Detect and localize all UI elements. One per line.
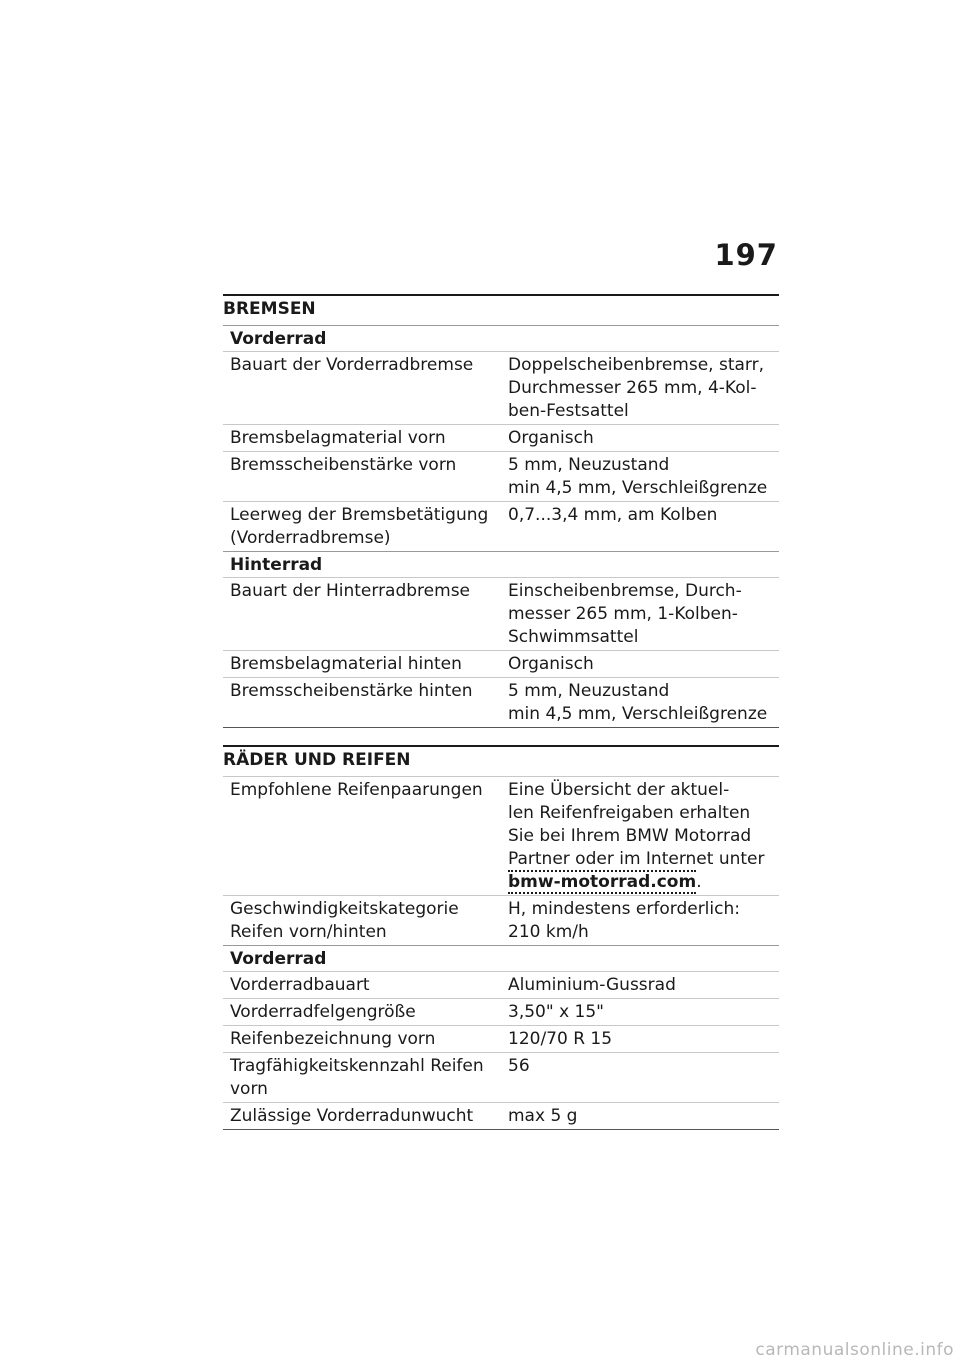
section-title-brakes: BREMSEN (223, 294, 779, 325)
row-value: 5 mm, Neuzustand min 4,5 mm, Verschleißgrenze (508, 681, 768, 724)
row-label: Vorderradfelgengröße (230, 1002, 416, 1022)
row-label: Bremsscheibenstärke hinten (230, 681, 473, 701)
table-row (223, 351, 779, 424)
row-label: Vorderradbauart (230, 975, 370, 995)
row-value: 120/70 R 15 (508, 1029, 613, 1049)
row-value: 5 mm, Neuzustand min 4,5 mm, Verschleißgrenze (508, 455, 768, 498)
row-value: Doppelscheibenbremse, starr, Durchmesser 265 mm, 4-Kol- ben-Festsattel (508, 355, 765, 421)
row-value-text: Eine Übersicht der aktuel- len Reifenfreigaben erhalten Sie bei Ihrem BMW Motorrad Partner oder im Internet unter (508, 780, 765, 869)
table-row (223, 1052, 779, 1102)
bmw-motorrad-link[interactable]: bmw-motorrad.com (508, 872, 697, 892)
row-value: Organisch (508, 654, 594, 674)
table-row (223, 998, 779, 1025)
row-label: Bauart der Hinterradbremse (230, 581, 471, 601)
row-value: Organisch (508, 428, 594, 448)
row-label: Zulässige Vorderradunwucht (230, 1106, 474, 1126)
row-label: Reifenbezeichnung vorn (230, 1029, 436, 1049)
subheading-wheels-front: Vorderrad (223, 945, 779, 971)
row-label: Bremsbelagmaterial hinten (230, 654, 462, 674)
section-title-wheels: RÄDER UND REIFEN (223, 745, 779, 776)
table-row (223, 577, 779, 650)
row-label: Empfohlene Reifenpaarungen (230, 780, 483, 800)
subheading-brakes-front: Vorderrad (223, 325, 779, 351)
table-row (223, 451, 779, 501)
row-value: max 5 g (508, 1106, 578, 1126)
table-row (223, 776, 779, 895)
page-number: 197 (714, 238, 778, 272)
table-row (223, 1102, 779, 1130)
row-label: Leerweg der Bremsbetätigung (Vorderradbremse) (230, 505, 489, 548)
table-row (223, 424, 779, 451)
table-row (223, 677, 779, 728)
table-row (223, 1025, 779, 1052)
spec-content (223, 294, 779, 1130)
subheading-brakes-rear: Hinterrad (223, 551, 779, 577)
row-value-suffix: . (696, 872, 702, 892)
section-spacer (223, 728, 779, 745)
row-label: Bremsbelagmaterial vorn (230, 428, 446, 448)
table-row (223, 650, 779, 677)
row-label: Bauart der Vorderradbremse (230, 355, 474, 375)
row-label: Tragfähigkeitskennzahl Reifen vorn (230, 1056, 484, 1099)
table-row (223, 501, 779, 551)
table-row (223, 895, 779, 945)
row-value: 0,7...3,4 mm, am Kolben (508, 505, 718, 525)
row-value: H, mindestens erforderlich: 210 km/h (508, 899, 740, 942)
row-value: 56 (508, 1056, 530, 1076)
row-value: Einscheibenbremse, Durch- messer 265 mm, 1-Kolben- Schwimmsattel (508, 581, 742, 647)
table-row (223, 971, 779, 998)
row-value: 3,50" x 15" (508, 1002, 604, 1022)
row-value: Aluminium-Gussrad (508, 975, 676, 995)
row-label: Bremsscheibenstärke vorn (230, 455, 457, 475)
watermark-footer: carmanualsonline.info (755, 1340, 954, 1360)
row-value (501, 779, 779, 894)
row-label: Geschwindigkeitskategorie Reifen vorn/hinten (230, 899, 459, 942)
